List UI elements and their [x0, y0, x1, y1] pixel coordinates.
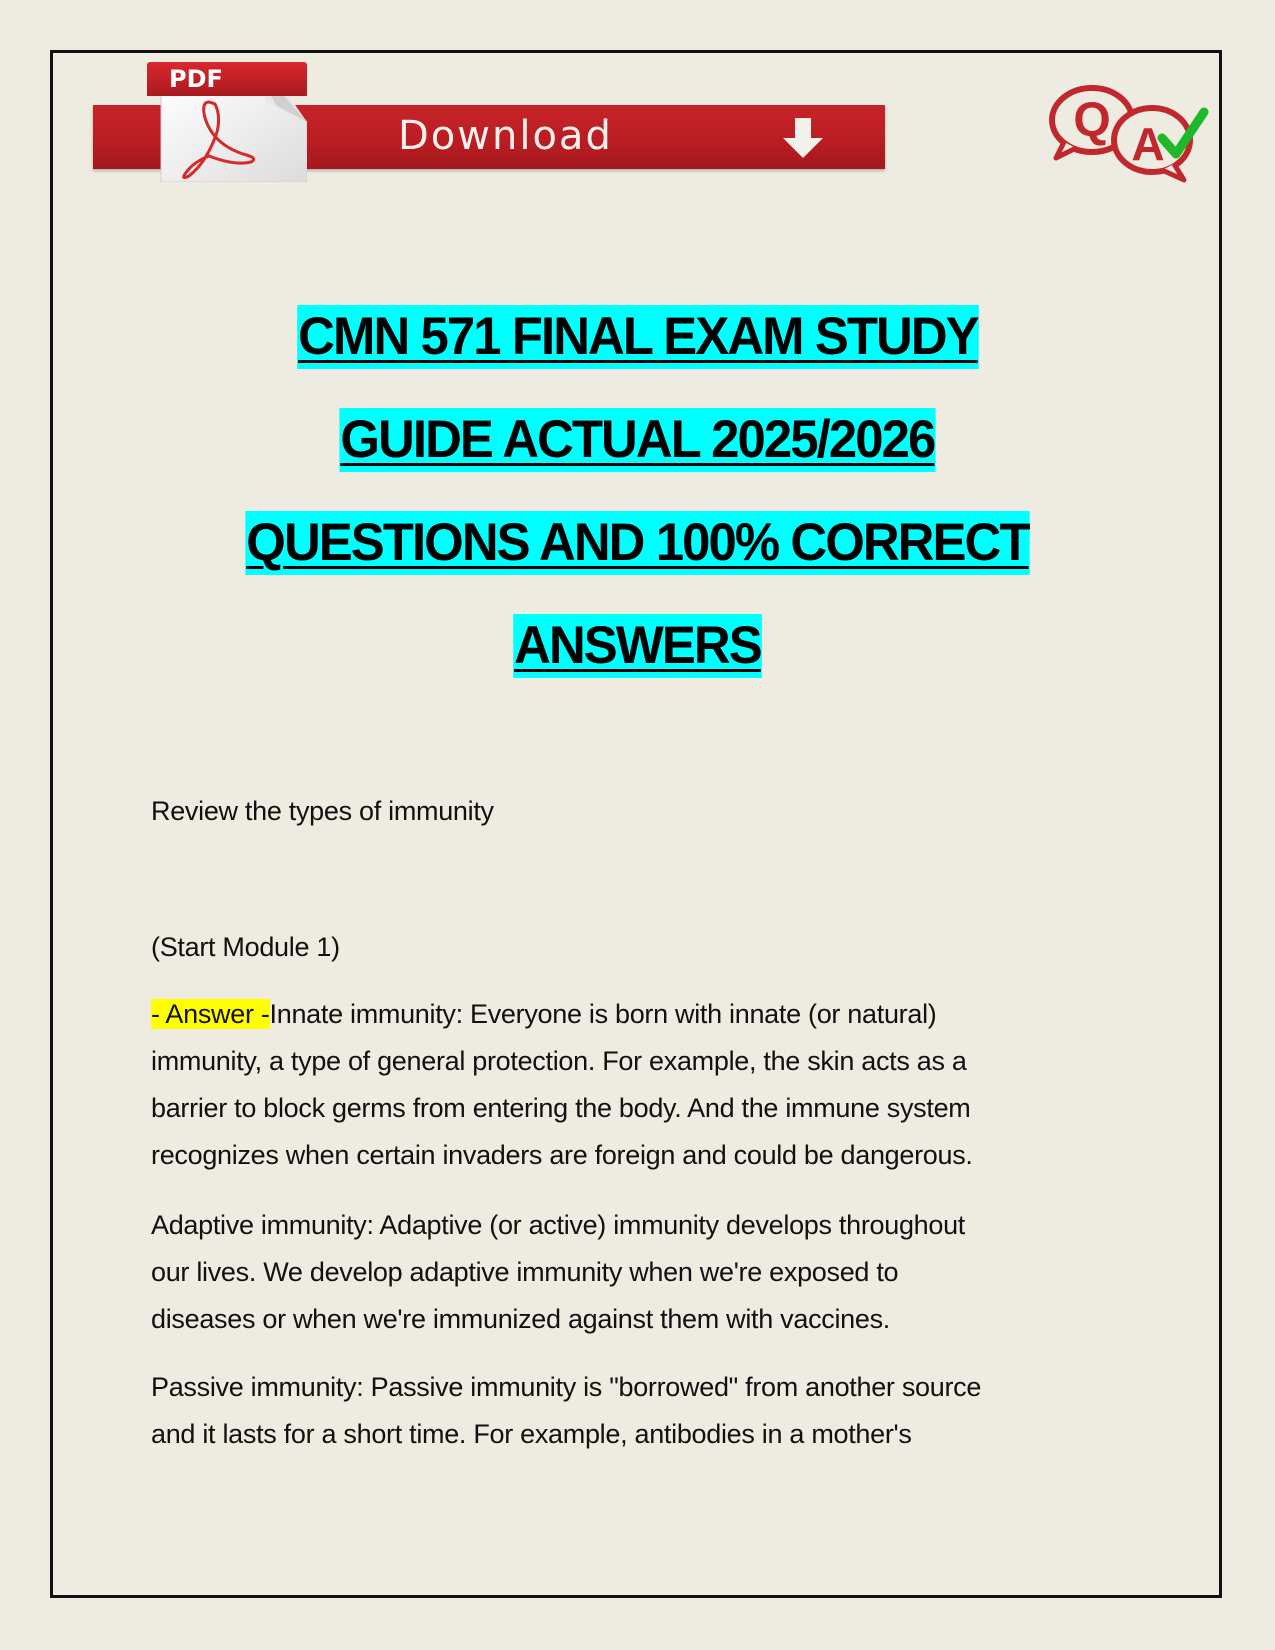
answer-paragraph-adaptive	[151, 1202, 1151, 1343]
answer-paragraph-passive	[151, 1364, 1151, 1458]
module-note: (Start Module 1)	[151, 932, 340, 962]
title-line: ANSWERS	[60, 614, 1215, 674]
title-line: GUIDE ACTUAL 2025/2026	[60, 408, 1215, 468]
text-line: Adaptive immunity: Adaptive (or active) immunity develops throughout	[151, 1210, 966, 1240]
download-arrow-icon	[781, 116, 825, 160]
text-line: recognizes when certain invaders are foreign and could be dangerous.	[151, 1140, 973, 1170]
a-letter: A	[1131, 118, 1165, 170]
title-line: CMN 571 FINAL EXAM STUDY	[60, 305, 1215, 365]
text-line: barrier to block germs from entering the body. And the immune system	[151, 1093, 971, 1123]
text-line: - Answer -Innate immunity: Everyone is born with innate (or natural)	[151, 999, 937, 1029]
qa-speech-bubbles-icon	[1040, 78, 1210, 186]
question-text: Review the types of immunity	[151, 796, 494, 826]
download-label[interactable]: Download	[398, 113, 613, 159]
title-line: QUESTIONS AND 100% CORRECT	[60, 511, 1215, 571]
text-line: Passive immunity: Passive immunity is "borrowed" from another source	[151, 1372, 982, 1402]
pdf-badge: PDF	[147, 62, 307, 96]
pdf-file-icon	[147, 62, 307, 182]
text-line: diseases or when we're immunized against them with vaccines.	[151, 1304, 891, 1334]
document-title	[60, 305, 1215, 717]
text-line: our lives. We develop adaptive immunity when we're exposed to	[151, 1257, 899, 1287]
pdf-download-banner[interactable]	[93, 62, 885, 174]
answer-label: - Answer -	[151, 999, 270, 1029]
qa-logo	[1040, 78, 1210, 186]
text-line: immunity, a type of general protection. For example, the skin acts as a	[151, 1046, 967, 1076]
q-letter: Q	[1073, 94, 1111, 147]
answer-paragraph-innate	[151, 991, 1151, 1179]
text-line: and it lasts for a short time. For example, antibodies in a mother's	[151, 1419, 912, 1449]
